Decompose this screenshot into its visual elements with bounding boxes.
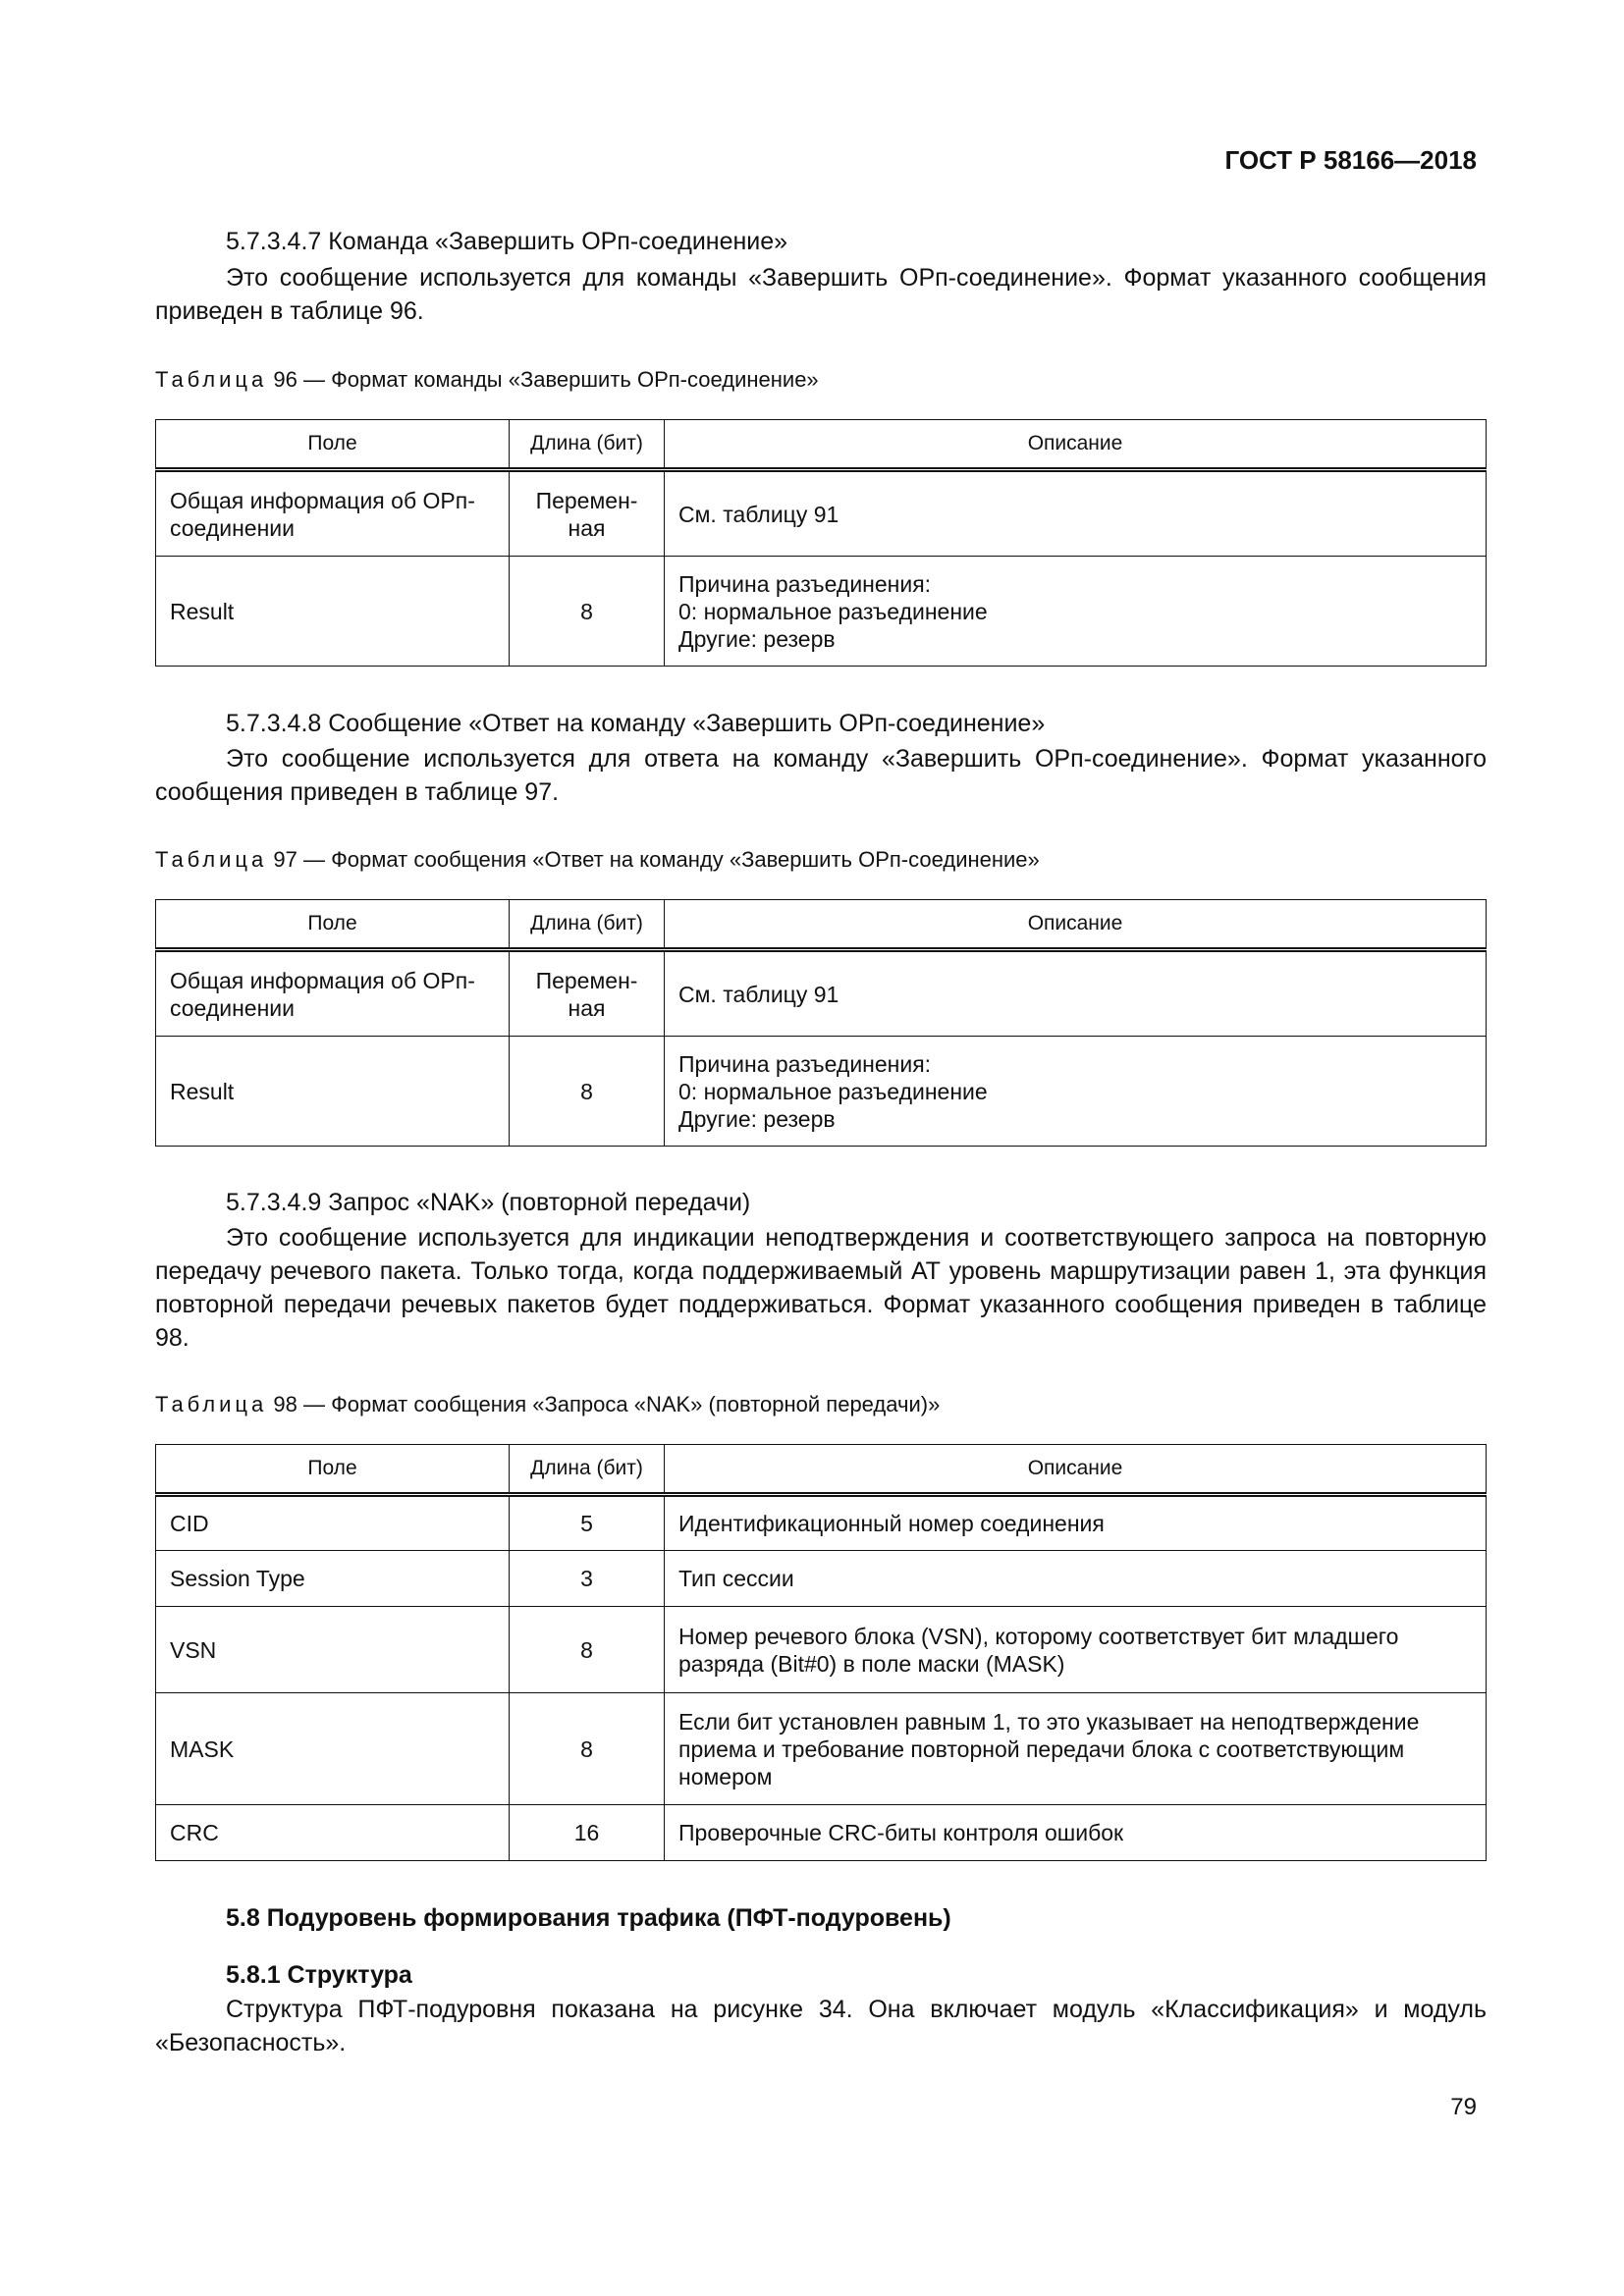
- cell-length: Перемен-ная: [510, 470, 665, 557]
- cell-length: 3: [510, 1551, 665, 1607]
- table-caption-text: 96 — Формат команды «Завершить ОРп-соединение»: [273, 367, 819, 392]
- table-row: [156, 1805, 1487, 1861]
- table-caption-word: Таблица: [155, 847, 268, 872]
- cell-field: CRC: [156, 1805, 510, 1861]
- column-header-length: Длина (бит): [510, 900, 665, 950]
- column-header-field: Поле: [156, 1445, 510, 1495]
- cell-field: CID: [156, 1495, 510, 1551]
- page-number: 79: [1450, 2094, 1477, 2120]
- cell-description: Идентификационный номер соединения: [665, 1495, 1487, 1551]
- cell-length: Перемен-ная: [510, 950, 665, 1037]
- section-paragraph-5-8-1: Структура ПФТ-подуровня показана на рисунке 34. Она включает модуль «Классификация» и модуль «Безопасность».: [155, 1996, 1487, 2056]
- column-header-description: Описание: [665, 900, 1487, 950]
- table-row: [156, 1037, 1487, 1147]
- cell-description: Если бит установлен равным 1, то это указывает на неподтверждение приема и требование повторной передачи блока с соответствующим номером: [665, 1693, 1487, 1805]
- cell-field: Result: [156, 1037, 510, 1147]
- cell-field: MASK: [156, 1693, 510, 1805]
- table-caption-word: Таблица: [155, 367, 268, 392]
- cell-field: Result: [156, 557, 510, 667]
- cell-description: См. таблицу 91: [665, 470, 1487, 557]
- table-row: [156, 950, 1487, 1037]
- column-header-field: Поле: [156, 420, 510, 470]
- table-row: [156, 1495, 1487, 1551]
- section-heading-5-7-3-4-9: 5.7.3.4.9 Запрос «NAK» (повторной передачи): [226, 1189, 751, 1216]
- column-header-description: Описание: [665, 1445, 1487, 1495]
- cell-field: Общая информация об ОРп-соединении: [156, 470, 510, 557]
- table-97-caption: [155, 847, 1040, 873]
- cell-field: VSN: [156, 1607, 510, 1693]
- document-id: ГОСТ Р 58166—2018: [1224, 145, 1477, 175]
- section-paragraph-5-7-3-4-9: Это сообщение используется для индикации неподтверждения и соответствующего запроса на повторную передачу речевого пакета. Только тогда, когда поддерживаемый АТ уровень маршрутизации равен 1, эта функция повторной передачи речевых пакетов будет поддерживаться. Формат указанного сообщения приведен в таблице 98.: [155, 1224, 1487, 1352]
- cell-field: Session Type: [156, 1551, 510, 1607]
- table-row: [156, 1693, 1487, 1805]
- table-caption-text: 97 — Формат сообщения «Ответ на команду «Завершить ОРп-соединение»: [273, 847, 1040, 872]
- column-header-description: Описание: [665, 420, 1487, 470]
- section-heading-5-7-3-4-7: 5.7.3.4.7 Команда «Завершить ОРп-соединение»: [226, 228, 788, 255]
- table-caption-word: Таблица: [155, 1392, 268, 1416]
- cell-length: 8: [510, 557, 665, 667]
- table-98-caption: [155, 1392, 940, 1417]
- cell-length: 8: [510, 1693, 665, 1805]
- cell-description: Причина разъединения: 0: нормальное разъединение Другие: резерв: [665, 1037, 1487, 1147]
- section-heading-5-8: 5.8 Подуровень формирования трафика (ПФТ-подуровень): [226, 1904, 951, 1932]
- table-98: [155, 1444, 1487, 1861]
- cell-length: 8: [510, 1607, 665, 1693]
- section-paragraph-5-7-3-4-7: Это сообщение используется для команды «Завершить ОРп-соединение». Формат указанного сообщения приведен в таблице 96.: [155, 264, 1487, 325]
- cell-length: 8: [510, 1037, 665, 1147]
- cell-length: 5: [510, 1495, 665, 1551]
- column-header-field: Поле: [156, 900, 510, 950]
- table-row: [156, 1551, 1487, 1607]
- cell-description: Причина разъединения: 0: нормальное разъединение Другие: резерв: [665, 557, 1487, 667]
- table-caption-text: 98 — Формат сообщения «Запроса «NAK» (повторной передачи)»: [273, 1392, 941, 1416]
- cell-description: См. таблицу 91: [665, 950, 1487, 1037]
- section-paragraph-5-7-3-4-8: Это сообщение используется для ответа на команду «Завершить ОРп-соединение». Формат указанного сообщения приведен в таблице 97.: [155, 745, 1487, 806]
- table-row: [156, 557, 1487, 667]
- table-row: [156, 1607, 1487, 1693]
- section-heading-5-7-3-4-8: 5.7.3.4.8 Сообщение «Ответ на команду «Завершить ОРп-соединение»: [226, 710, 1046, 737]
- cell-description: Проверочные CRC-биты контроля ошибок: [665, 1805, 1487, 1861]
- table-96-caption: [155, 367, 819, 393]
- column-header-length: Длина (бит): [510, 420, 665, 470]
- column-header-length: Длина (бит): [510, 1445, 665, 1495]
- table-96: [155, 419, 1487, 667]
- cell-field: Общая информация об ОРп-соединении: [156, 950, 510, 1037]
- table-row: [156, 470, 1487, 557]
- subsection-heading-5-8-1: 5.8.1 Структура: [226, 1961, 412, 1989]
- cell-length: 16: [510, 1805, 665, 1861]
- table-97: [155, 899, 1487, 1147]
- cell-description: Номер речевого блока (VSN), которому соответствует бит младшего разряда (Bit#0) в поле маски (MASK): [665, 1607, 1487, 1693]
- cell-description: Тип сессии: [665, 1551, 1487, 1607]
